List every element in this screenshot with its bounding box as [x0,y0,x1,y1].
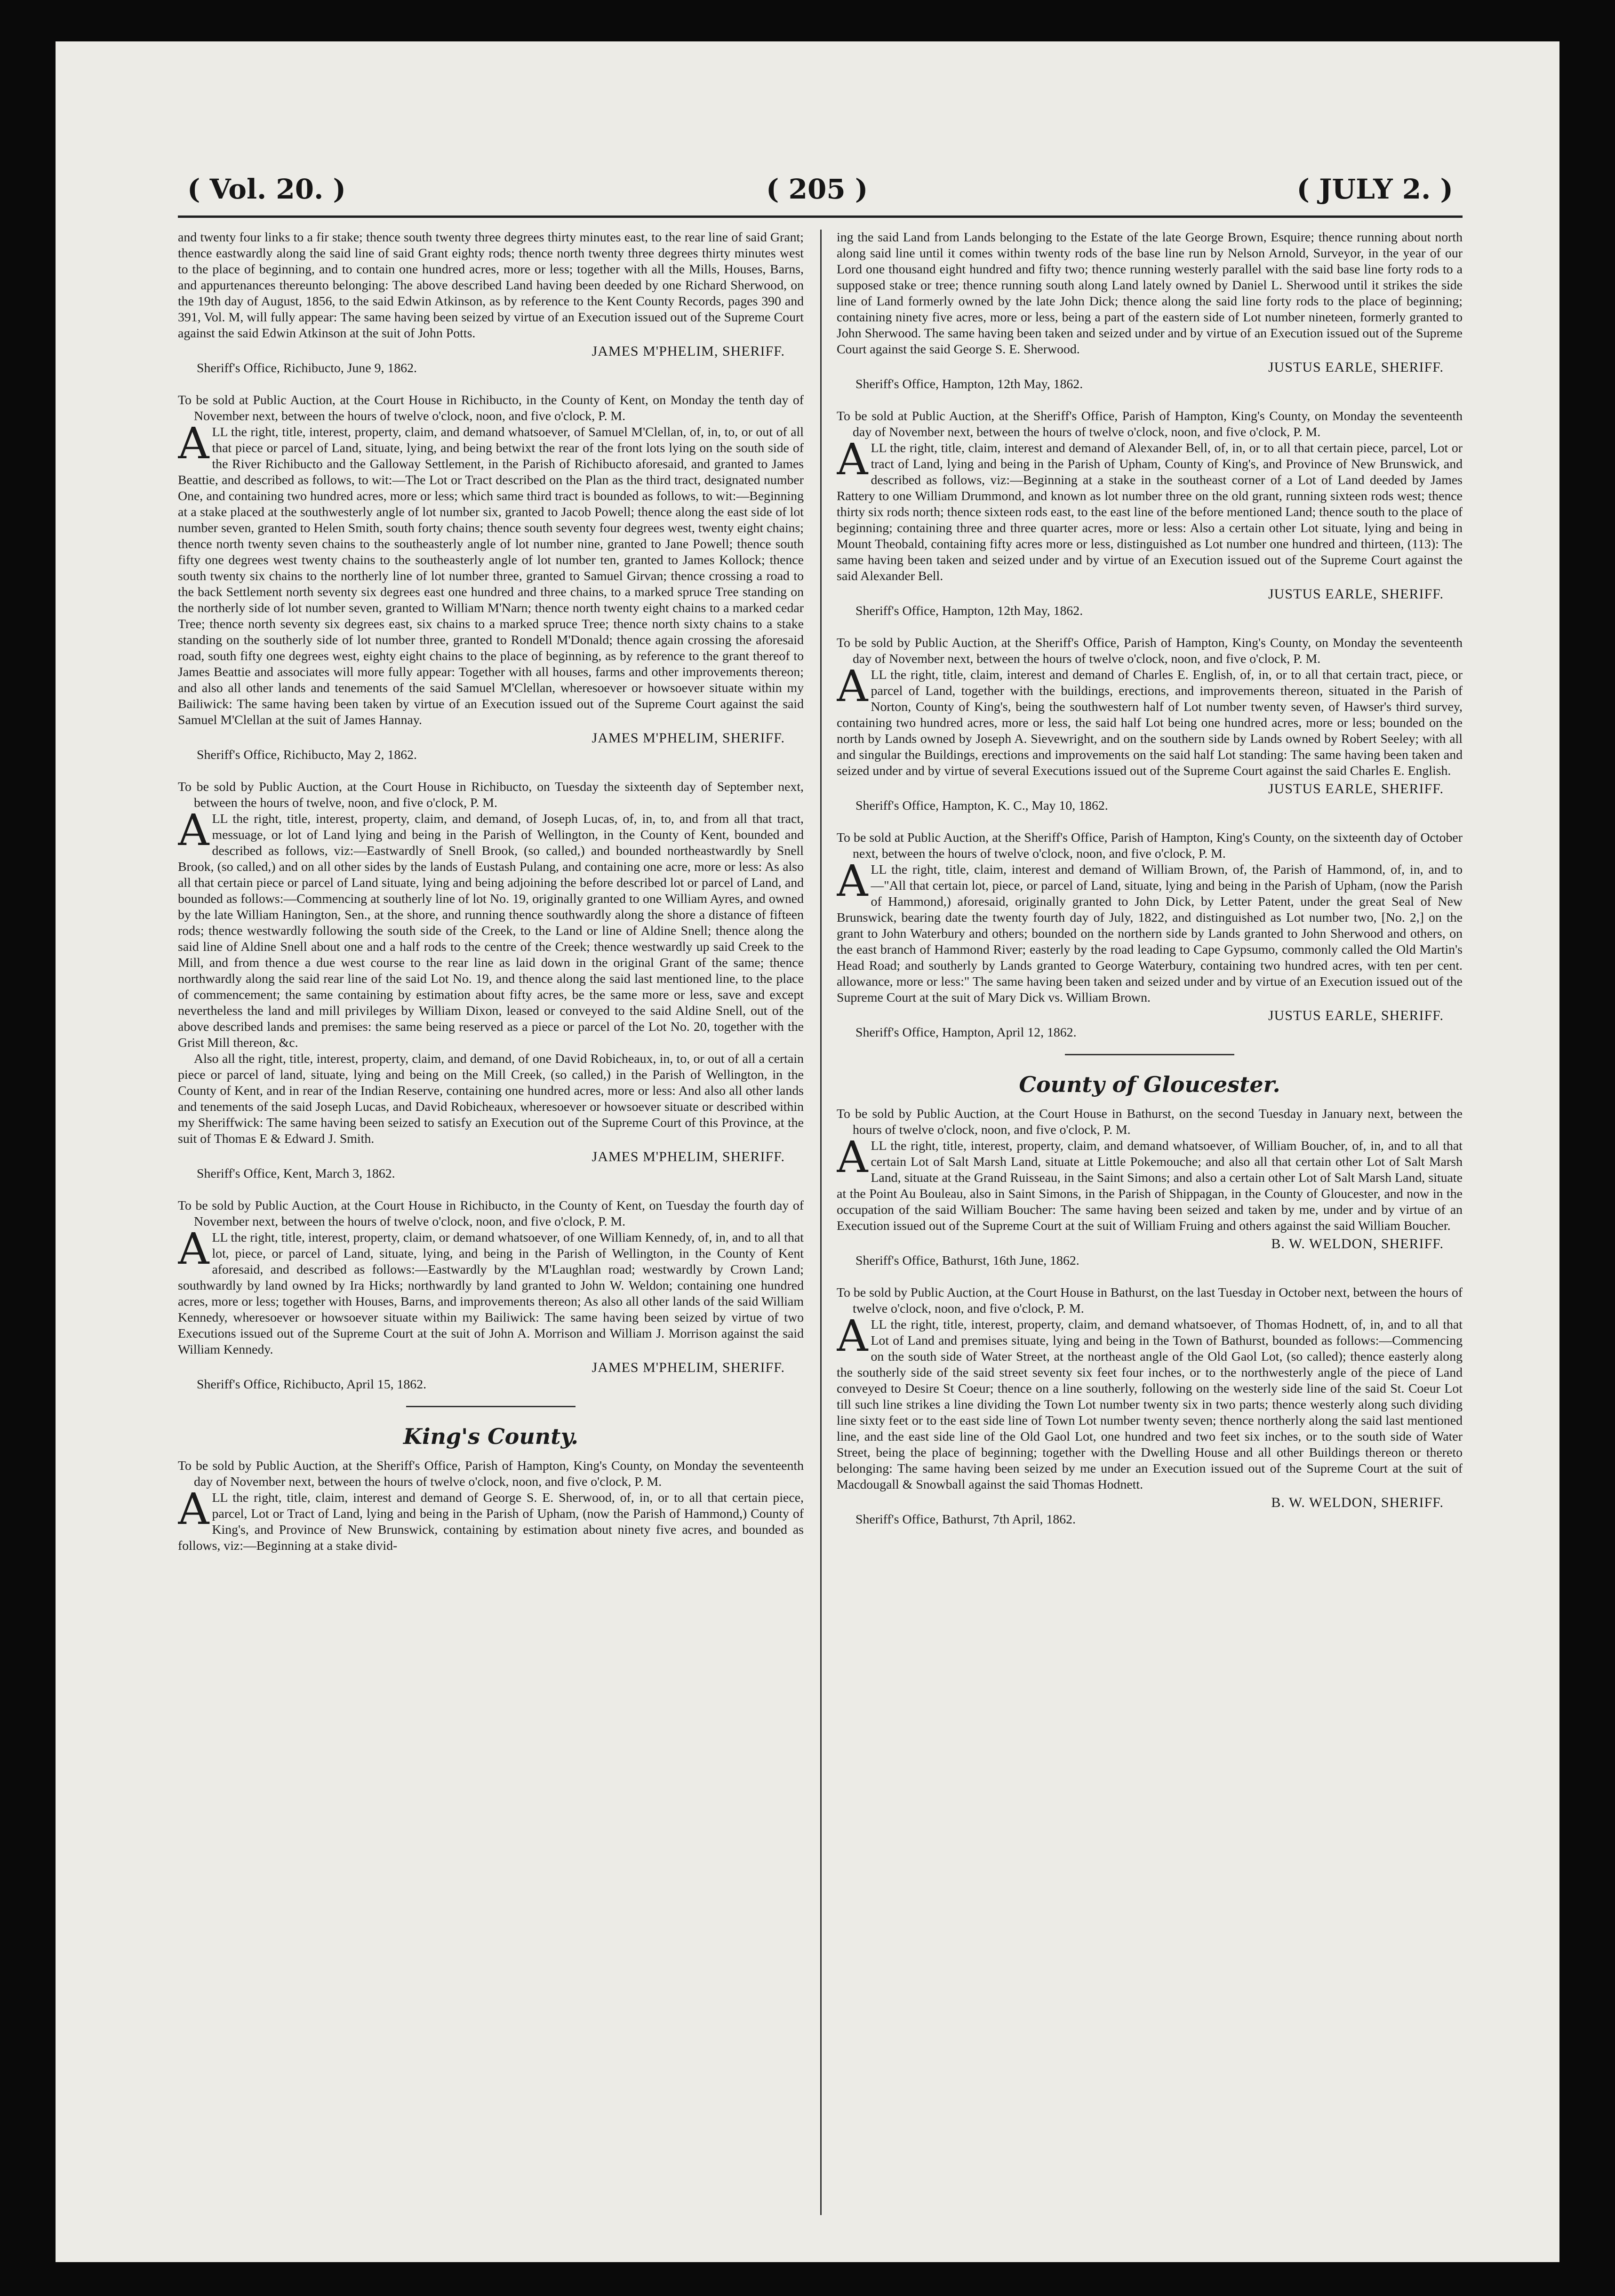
column-divider [820,230,822,2215]
sheriff-office-date: Sheriff's Office, Hampton, K. C., May 10, 1862. [855,798,1108,813]
sheriff-signature: JAMES M'PHELIM, SHERIFF. [592,1360,785,1375]
notice-lead: To be sold by Public Auction, at the Sheriff's Office, Parish of Hampton, King's County, on Monday the seventeenth day of November next, between the hours of twelve o'clock, noon, and five o'clock, P. M. [837,636,1463,666]
notice-hodnett [837,1285,1463,1528]
notice-lead: To be sold at Public Auction, at the Court House in Richibucto, in the County of Kent, on Monday the tenth day of November next, between the hours of twelve o'clock, noon, and five o'clock, P. M. [178,393,804,423]
notice-body: and twenty four links to a fir stake; thence south twenty three degrees thirty minutes east, to the rear line of said Grant; thence eastwardly along the said line of said Grant eighty rods; thence north twenty three degrees thirty minutes west to the place of beginning, and to contain one hundred acres, more or less; together with all the Mills, Houses, Barns, and appurtenances thereunto belonging: The above described Land having been deeded by one Richard Sherwood, on the 19th day of August, 1856, to the said Edwin Atkinson, as by reference to the Kent County Records, pages 390 and 391, Vol. M, will fully appear: The same having been seized by virtue of an Execution issued out of the Supreme Court against the said Edwin Atkinson at the suit of John Potts. [178,230,804,341]
notice-lead: To be sold by Public Auction, at the Court House in Bathurst, on the second Tuesday in January next, between the hours of twelve o'clock, noon, and five o'clock, P. M. [837,1107,1463,1137]
notice-body: ALL the right, title, interest, property, claim, and demand whatsoever, of Thomas Hodnett, of, in, and to all that Lot of Land and premises situate, lying and being in the Town of Bathurst, bounded as follows:—Commencing on the south side of Water Street, at the northeast angle of the Old Gaol Lot, (so called); thence easterly along the southerly side of the said street seventy six feet four inches, or to the northwesterly angle of the piece of Land conveyed to Desire St Coeur; thence on a line southerly, following on the westerly side line of the said St. Coeur Lot till such line strikes a line dividing the Town Lot number twenty six in two parts; thence westerly along such dividing line sixty feet or to the east side line of Town Lot number twenty seven; thence northerly along the said last mentioned line, and the east side line of the Old Gaol Lot, one hundred and two feet six inches, or to the south side of Water Street, being the place of beginning; together with the Dwelling House and all other Buildings thereon or thereto belonging: The same having been seized by me under an Execution issued out of the Supreme Court at the suit of Macdougall & Snowball against the said Thomas Hodnett. [837,1311,1463,1492]
sheriff-signature: JUSTUS EARLE, SHERIFF. [1268,781,1444,797]
notice-boucher [837,1106,1463,1269]
notice-lead: To be sold at Public Auction, at the Sheriff's Office, Parish of Hampton, King's County, on Monday the seventeenth day of November next, between the hours of twelve o'clock, noon, and five o'clock, P. M. [837,409,1463,439]
notice-body: ALL the right, title, claim, interest and demand of Alexander Bell, of, in, or to all that certain piece, parcel, Lot or tract of Land, lying and being in the Parish of Upham, County of King's, and Province of New Brunswick, and described as follows, viz:—Beginning at a stake in the southeast corner of a Lot of Land deeded by James Rattery to one William Drummond, and known as lot number three on the old grant, running sixteen rods west; thence thirty six rods north; thence sixteen rods east, to the east line of the before mentioned Land; thence south to the place of beginning; containing three and three quarter acres, more or less: Also a certain other Lot situate, lying and being in Mount Theobald, containing fifty acres more or less, distinguished as Lot number one hundred and thirteen, (113): The same having been taken and seized under and by virtue of an Execution issued out of the Supreme Court against the said Alexander Bell. [837,434,1463,583]
sheriff-office-date: Sheriff's Office, Hampton, April 12, 1862. [855,1025,1077,1040]
page-header [178,159,1463,211]
notice-lead: To be sold by Public Auction, at the Court House in Richibucto, in the County of Kent, on Tuesday the fourth day of November next, between the hours of twelve o'clock, noon, and five o'clock, P. M. [178,1198,804,1229]
notice-atkinson [178,230,804,376]
notice-sherwood-continued [837,230,1463,392]
sheriff-signature: JUSTUS EARLE, SHERIFF. [1268,359,1444,375]
section-separator [1065,1054,1234,1055]
sheriff-office-date: Sheriff's Office, Richibucto, June 9, 1862. [197,361,417,375]
notice-lead: To be sold by Public Auction, at the Court House in Bathurst, on the last Tuesday in October next, between the hours of twelve o'clock, noon, and five o'clock, P. M. [837,1285,1463,1316]
sheriff-office-date: Sheriff's Office, Bathurst, 16th June, 1862. [855,1253,1079,1268]
notice-english [837,635,1463,814]
sheriff-signature: JUSTUS EARLE, SHERIFF. [1268,586,1444,602]
sheriff-office-date: Sheriff's Office, Hampton, 12th May, 1862. [855,604,1083,618]
notice-lead: To be sold at Public Auction, at the Sheriff's Office, Parish of Hampton, King's County, on the sixteenth day of October next, between the hours of twelve o'clock, noon, and five o'clock, P. M. [837,830,1463,861]
section-heading-kings-county: King's County. [403,1424,578,1449]
notice-lead: To be sold by Public Auction, at the Sheriff's Office, Parish of Hampton, King's County, on Monday the seventeenth day of November next, between the hours of twelve o'clock, noon, and five o'clock, P. M. [178,1459,804,1489]
notice-mclellan [178,392,804,763]
page-number: ( 205 ) [766,173,868,205]
sheriff-signature: JUSTUS EARLE, SHERIFF. [1268,1008,1444,1023]
notice-body: ALL the right, title, interest, property, claim, and demand whatsoever, of William Boucher, of, in, and to all that certain Lot of Salt Marsh Land, situate at Little Pokemouche; and also all that certain other Lot of Salt Marsh Land, situate at the Grand Ruisseau, in the Saint Simons; and also a certain other Lot of Salt Marsh Land, situate at the Point Au Bouleau, also in Saint Simons, in the Parish of Shippagan, in the County of Gloucester, and now in the occupation of the said William Boucher: The same having been seized and taken by me, under and by virtue of an Execution issued out of the Supreme Court at the suit of William Fruing and others against the said William Boucher. [837,1132,1463,1233]
notice-sherwood [178,1458,804,1554]
notice-body: ALL the right, title, interest, property, claim, and demand whatsoever, of Samuel M'Clellan, of, in, to, or out of all that piece or parcel of Land, situate, lying, and being betwixt the rear of the front lots lying on the south side of the River Richibucto and the Galloway Settlement, in the Parish of Richibucto aforesaid, and granted to James Beattie, and described as follows, to wit:—The Lot or Tract described on the Plan as the third tract, designated number One, and containing two hundred acres, more or less; which same third tract is bounded as follows, to wit:—Beginning at a stake placed at the southwesterly angle of lot number six, granted to Jacob Powell; thence along the east side of lot number seven, granted to Helen Smith, south forty chains; thence south seventy four degrees west, twenty eight chains; thence north twenty seven chains to the southeasterly angle of lot number nine, granted to Jane Powell; thence south fifty one degrees west twenty chains to the southeasterly angle of lot number ten, granted to James Kollock; thence south twenty six chains to the northerly line of lot number three, granted to Samuel Girvan; thence crossing a road to the back Settlement north seventy six degrees east one hundred and three chains, to a marked spruce Tree standing on the northerly side of lot number seven, granted to William M'Narn; thence north twenty eight chains to a marked cedar Tree; thence north seventy six degrees east, six chains to a marked spruce Tree; thence north sixty chains to a stake standing on the southerly side of lot number three, granted to Rondell M'Donald; thence again crossing the aforesaid road, south fifty one degrees west, eighty eight chains to the place of beginning, as by reference to the grant thereof to James Beattie and associates will more fully appear: Together with all houses, farms and other improvements thereon; and also all other lands and tenements of the said Samuel M'Clellan, wheresoever or howsoever situate within my Bailiwick: The same having been taken by virtue of an Execution issued out of the Supreme Court against the said Samuel M'Clellan at the suit of James Hannay. [178,418,804,727]
issue-date: ( JULY 2. ) [1296,173,1453,205]
newspaper-page [56,41,1559,2262]
sheriff-signature: JAMES M'PHELIM, SHERIFF. [592,343,785,359]
notice-bell [837,408,1463,619]
notice-body: ALL the right, title, interest, property, claim, or demand whatsoever, of one William Kennedy, of, in, and to all that lot, piece, or parcel of Land, situate, lying, and being in the Parish of Wellington, in the County of Kent aforesaid, and described as follows:—Eastwardly by the M'Laughlan road; westwardly by Crown Land; southwardly by land owned by Ira Hicks; northwardly by land granted to John W. Weldon; containing one hundred acres, more or less; together with Houses, Barns, and improvements thereon; As also all other lands of the said William Kennedy, wheresoever or howsoever situate within my Bailiwick: The same having been seized by virtue of two Executions issued out of the Supreme Court at the suit of John A. Morrison and William J. Morrison against the said William Kennedy. [178,1224,804,1357]
notice-brown [837,830,1463,1041]
sheriff-office-date: Sheriff's Office, Hampton, 12th May, 1862. [855,377,1083,391]
volume-label: ( Vol. 20. ) [187,173,346,205]
notice-body: ALL the right, title, interest, property, claim, and demand, of Joseph Lucas, of, in, to, and from all that tract, messuage, or lot of Land lying and being in the Parish of Wellington, in the County of Kent, bounded and described as follows, viz:—Eastwardly of Snell Brook, (so called,) and bounded northeastwardly by Snell Brook, (so called,) and on all other sides by the lands of Eustash Pulang, and containing one acre, more or less: As also all that certain piece or parcel of Land situate, lying and being adjoining the before described lot or parcel of Land, and bounded as follows:—Commencing at southerly line of lot No. 19, originally granted to one William Ayres, and owned by the late William Hanington, Sen., at the shore, and running thence southwardly along the shore a distance of fifteen rods; thence westwardly following the south side of the Creek, to the Land or line of Aldine Snell; thence along the said line of Aldine Snell about one and a half rods to the centre of the Creek; thence westwardly up said Creek to the Mill, and from thence a due west course to the rear line as laid down in the original Grant of the same; thence northwardly along the said rear line of the said Lot No. 19, and thence along the said last mentioned line, to the place of commencement; the same containing by estimation about fifty acres, be the same more or less, save and except nevertheless the land and mill privileges by William Dixon, leased or conveyed to the said Aldine Snell, out of the above described lands and premises: the same being reserved as a piece or parcel of the Lot No. 20, together with the Grist Mill thereon, &c. [178,805,804,1050]
notice-body: ing the said Land from Lands belonging to the Estate of the late George Brown, Esquire; thence running about north along said line until it comes within twenty rods of the base line run by Nelson Arnold, Surveyor, in the year of our Lord one thousand eight hundred and fifty two; thence running westerly parallel with the said base line forty rods to a supposed stake or tree; thence running south along Land lately owned by Daniel L. Sherwood until it strikes the side line of Land formerly owned by the late John Dick; thence along the said line forty rods to the place of beginning; containing ninety five acres, more or less, being a part of the eastern side of Lot number nineteen, formerly granted to John Sherwood. The same having been taken and seized under and by virtue of an Execution issued out of the Supreme Court against the said George S. E. Sherwood. [837,230,1463,357]
right-column [837,230,1463,2220]
left-column [178,230,804,2220]
sheriff-signature: B. W. WELDON, SHERIFF. [1271,1495,1444,1510]
sheriff-office-date: Sheriff's Office, Bathurst, 7th April, 1862. [855,1512,1076,1527]
header-rule [178,215,1463,218]
sheriff-signature: JAMES M'PHELIM, SHERIFF. [592,1149,785,1164]
sheriff-office-date: Sheriff's Office, Kent, March 3, 1862. [197,1166,395,1181]
notice-lead: To be sold by Public Auction, at the Court House in Richibucto, on Tuesday the sixteenth day of September next, between the hours of twelve, noon, and five o'clock, P. M. [178,780,804,810]
section-heading-county-of-gloucester: County of Gloucester. [1019,1072,1280,1097]
sheriff-signature: JAMES M'PHELIM, SHERIFF. [592,730,785,746]
sheriff-office-date: Sheriff's Office, Richibucto, April 15, 1862. [197,1377,427,1392]
sheriff-signature: B. W. WELDON, SHERIFF. [1271,1236,1444,1252]
page-content [178,159,1463,2220]
notice-kennedy [178,1198,804,1393]
notice-body: ALL the right, title, claim, interest and demand of William Brown, of, the Parish of Hammond, of, in, and to—"All that certain lot, piece, or parcel of Land, situate, lying and being in the Parish of Upham, (now the Parish of Hammond,) aforesaid, originally granted to John Dick, by Letter Patent, under the great Seal of New Brunswick, bearing date the twenty fourth day of July, 1822, and distinguished as Lot number two, [No. 2,] on the grant to John Waterbury and others; bounded on the northern side by Lands granted to John Sherwood and others, on the east branch of Hammond River; easterly by the road leading to Cape Gypsumo, commonly called the Old Martin's Head Road; and southerly by Lands granted to George Waterbury, containing two hundred acres, with ten per cent. allowance, more or less:" The same having been taken and seized under and by virtue of an Execution issued out of the Supreme Court at the suit of Mary Dick vs. William Brown. [837,856,1463,1005]
notice-body: ALL the right, title, claim, interest and demand of Charles E. English, of, in, or to all that certain tract, piece, or parcel of Land, together with the buildings, erections, and improvements thereon, situated in the Parish of Norton, County of King's, being the southwestern half of Lot number twenty seven, of Hawser's third survey, containing two hundred acres, more or less, the said half Lot being one hundred acres, more or less; bounded on the north by Lands owned by Joseph A. Sievewright, and on the southern side by Lands owned by Robert Seeley; with all and singular the Buildings, erections and improvements on the said half Lot standing: The same having been taken and seized under and by virtue of several Executions issued out of the Supreme Court against the said Charles E. English. [837,661,1463,778]
notice-lucas [178,779,804,1182]
section-separator [406,1406,576,1407]
notice-body: ALL the right, title, claim, interest and demand of George S. E. Sherwood, of, in, or to all that certain piece, parcel, Lot or Tract of Land, lying and being in the Parish of Upham, (now the Parish of Hammond,) County of King's, and Province of New Brunswick, containing by estimation about ninety five acres, and bounded as follows, viz:—Beginning at a stake divid- [178,1484,804,1553]
sheriff-office-date: Sheriff's Office, Richibucto, May 2, 1862. [197,748,417,762]
notice-body-continued: Also all the right, title, interest, property, claim, and demand, of one David Robicheaux, in, to, or out of all a certain piece or parcel of land, situate, lying and being on the Mill Creek, (so called,) in the Parish of Wellington, in the County of Kent, and in rear of the Indian Reserve, containing one hundred acres, more or less: And also all other lands and tenements of the said Joseph Lucas, and David Robicheaux, wheresoever or howsoever situate or described within my Sheriffwick: The same having been seized to satisfy an Execution out of the Supreme Court of this Province, at the suit of Thomas E & Edward J. Smith. [178,1052,804,1146]
